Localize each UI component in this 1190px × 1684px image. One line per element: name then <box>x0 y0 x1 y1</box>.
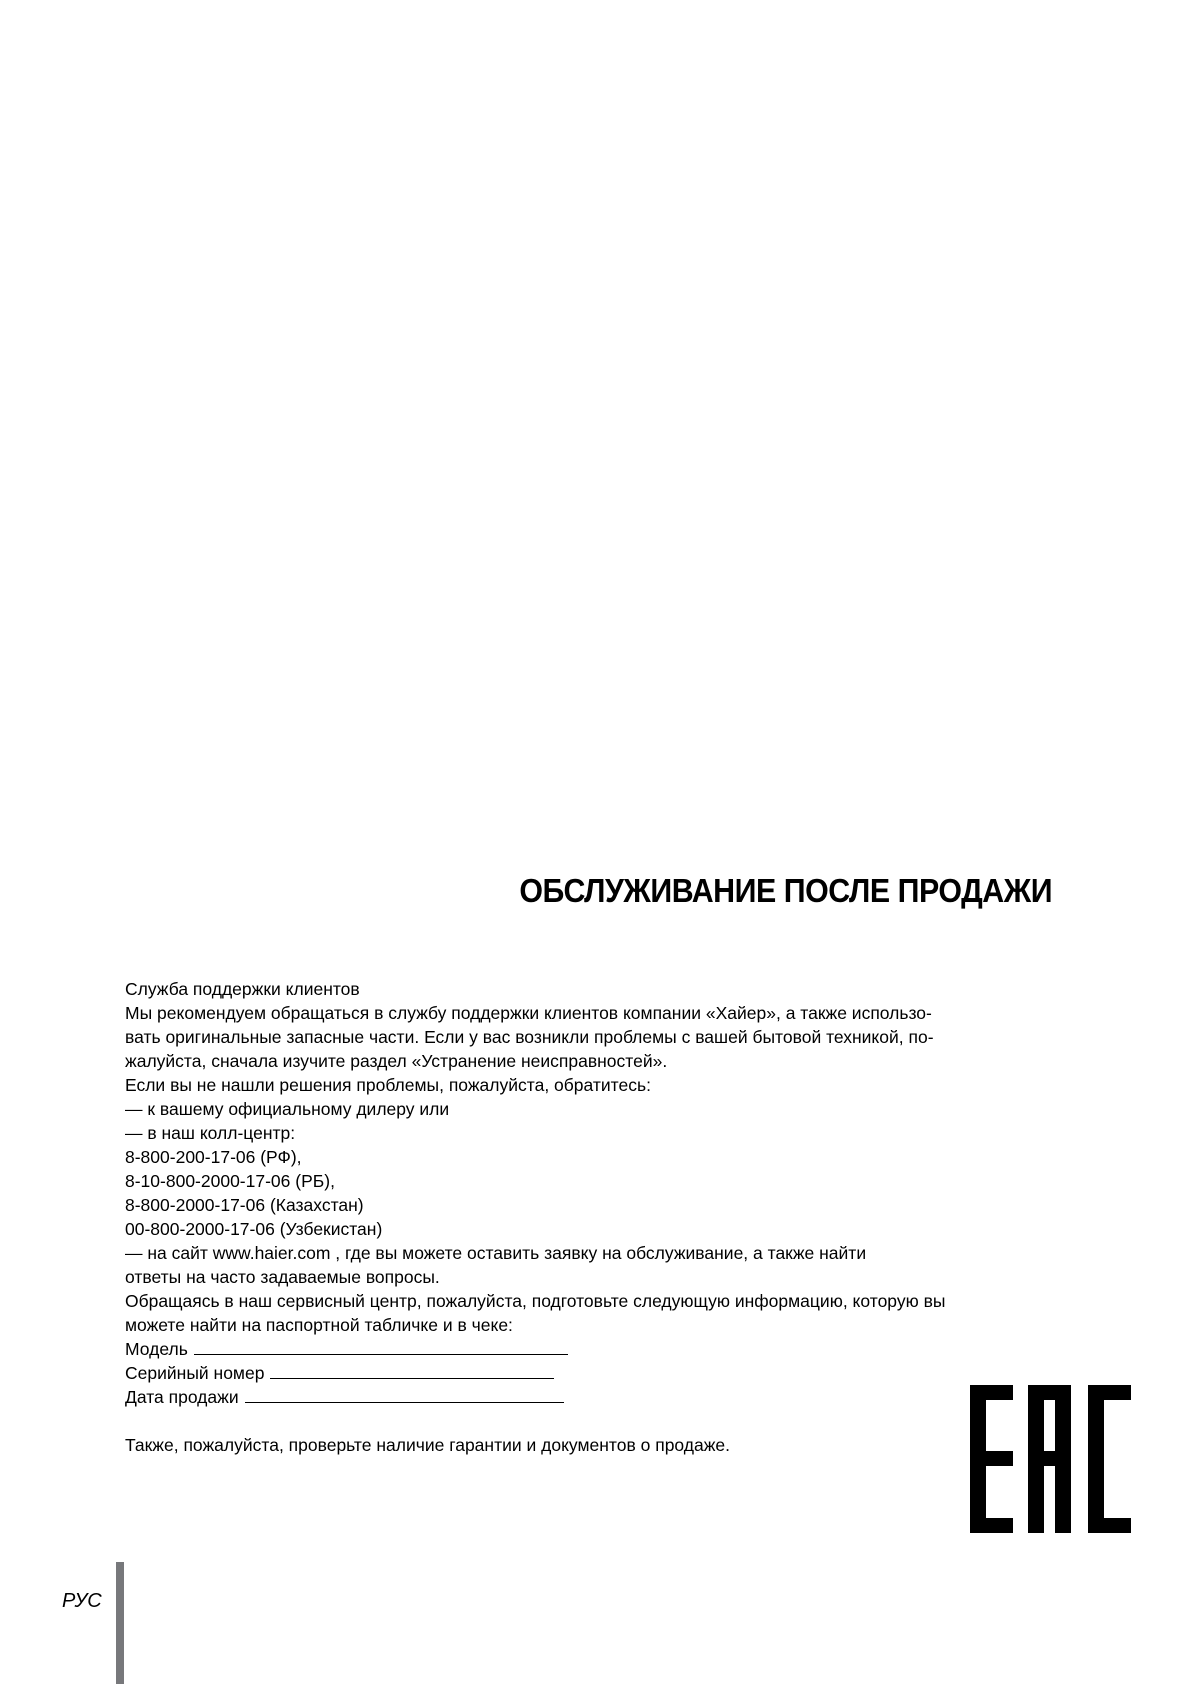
phone-russia: 8-800-200-17-06 (РФ), <box>125 1147 302 1167</box>
contact-option-website: — на сайт www.haier.com , где вы можете оставить заявку на обслуживание, а также найти <box>125 1243 867 1263</box>
model-field <box>125 1337 1075 1361</box>
sale-date-blank-line[interactable] <box>245 1385 564 1403</box>
model-blank-line[interactable] <box>194 1337 568 1355</box>
contact-option-dealer: — к вашему официальному дилеру или <box>125 1099 450 1119</box>
spacer <box>125 1409 1075 1433</box>
phone-kazakhstan: 8-800-2000-17-06 (Казахстан) <box>125 1195 364 1215</box>
support-text-block <box>125 977 1075 1457</box>
serial-number-field <box>125 1361 1075 1385</box>
support-paragraph-line: Мы рекомендуем обращаться в службу поддержки клиентов компании «Хайер», а также использо- <box>125 1003 932 1023</box>
support-paragraph-line: можете найти на паспортной табличке и в чеке: <box>125 1315 513 1335</box>
model-label: Модель <box>125 1339 188 1359</box>
contact-option-call-center: — в наш колл-центр: <box>125 1123 296 1143</box>
support-paragraph-line: вать оригинальные запасные части. Если у вас возникли проблемы с вашей бытовой техникой, по- <box>125 1027 934 1047</box>
language-marker-bar <box>116 1562 124 1684</box>
sale-date-label: Дата продажи <box>125 1387 239 1407</box>
support-paragraph-line: Обращаясь в наш сервисный центр, пожалуйста, подготовьте следующую информацию, которую вы <box>125 1291 946 1311</box>
closing-note: Также, пожалуйста, проверьте наличие гарантии и документов о продаже. <box>125 1435 731 1455</box>
phone-uzbekistan: 00-800-2000-17-06 (Узбекистан) <box>125 1219 383 1239</box>
sale-date-field <box>125 1385 1075 1409</box>
phone-belarus: 8-10-800-2000-17-06 (РБ), <box>125 1171 335 1191</box>
page-title: ОБСЛУЖИВАНИЕ ПОСЛЕ ПРОДАЖИ <box>519 872 1052 909</box>
support-paragraph-line: ответы на часто задаваемые вопросы. <box>125 1267 440 1287</box>
support-paragraph-line: Если вы не нашли решения проблемы, пожалуйста, обратитесь: <box>125 1075 651 1095</box>
support-paragraph-line: жалуйста, сначала изучите раздел «Устранение неисправностей». <box>125 1051 668 1071</box>
eac-certification-mark <box>970 1385 1131 1533</box>
serial-number-label: Серийный номер <box>125 1363 265 1383</box>
support-heading: Служба поддержки клиентов <box>125 979 360 999</box>
language-tag: РУС <box>62 1590 102 1612</box>
serial-number-blank-line[interactable] <box>270 1361 554 1379</box>
